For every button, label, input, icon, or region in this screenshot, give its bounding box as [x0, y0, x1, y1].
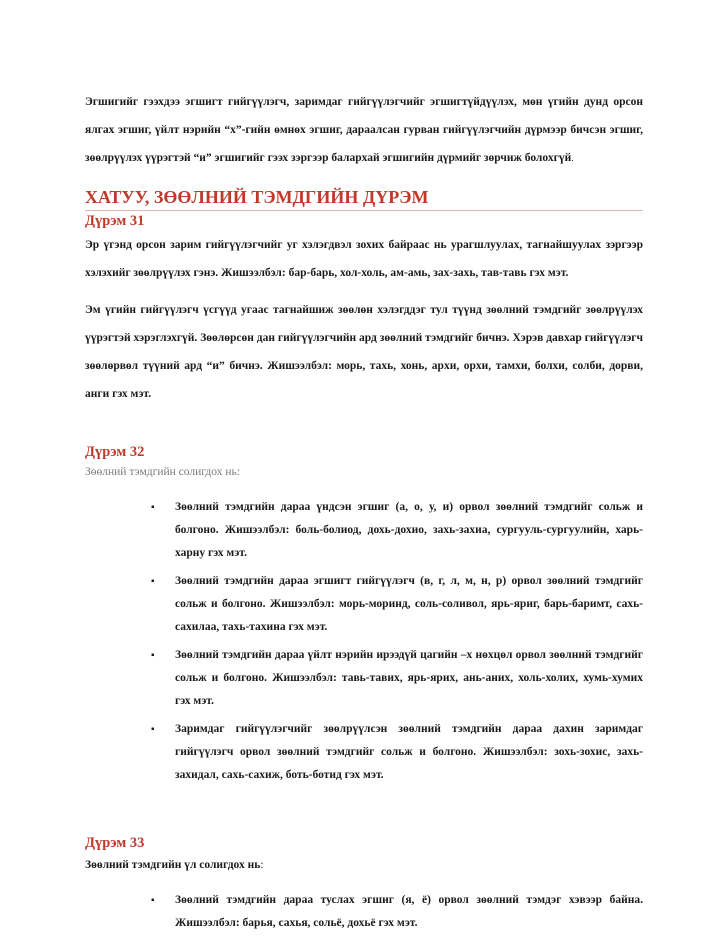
intro-text: Эгшигийг гээхдээ эгшигт гийгүүлэгч, заримдаг гийгүүлэгчийг эгшигтүйдүүлэх, мөн үгийн дунд орсон ялгах эгшиг, үйлт нэрийн “х”-гийн өмнөх эгшиг, дараалсан гурван гийгүүлэгчийн дүрмээр бичсэн эгшиг, зөөлрүүлэх үүрэгтэй “и” эгшигийг гээх зэргээр балархай эгшигийн дүрмийг зөрчиж болохгүй — [85, 96, 643, 164]
square-bullet-icon: ▪ — [151, 724, 155, 735]
spacer — [85, 287, 643, 296]
rule-31-paragraph-1: Эр үгэнд орсон зарим гийгүүлэгчийг уг хэлэгдвэл зохих байраас нь урагшлуулах, тагнайшуулах зэргээр хэлэхийг зөөлрүүлэх гэнэ. Жишээлбэл: бар-барь, хол-холь, ам-амь, зах-захь, тав-тавь гэх мэт. — [85, 239, 643, 279]
list-item-text: Зөөлний тэмдгийн дараа үйлт нэрийн ирээдүй цагийн –х нөхцөл орвол зөөлний тэмдгийг сольж и болгоно. Жишээлбэл: тавь-тавих, ярь-ярих, ань-аних, холь-холих, хумь-хумих гэх мэт. — [175, 649, 643, 707]
list-item — [151, 718, 643, 787]
list-item — [151, 889, 643, 935]
rule-33-title: Дүрэм 33 — [85, 835, 145, 851]
list-item — [151, 496, 643, 565]
rule-32-list — [85, 496, 643, 787]
list-item-text: Зөөлний тэмдгийн дараа эгшигт гийгүүлэгч (в, г, л, м, н, р) орвол зөөлний тэмдгийг сольж и болгоно. Жишээлбэл: морь-моринд, соль-соливол, ярь-яриг, барь-баримт, сахь-сахилаа, тахь-тахина гэх мэт. — [175, 575, 643, 633]
list-item — [151, 570, 643, 639]
rule-33-intro-punct: : — [260, 859, 264, 871]
square-bullet-icon: ▪ — [151, 576, 155, 587]
rule-33-intro-text: Зөөлний тэмдгийн үл солигдох нь — [85, 859, 261, 871]
rule-31-title: Дүрэм 31 — [85, 213, 145, 229]
square-bullet-icon: ▪ — [151, 650, 155, 661]
rule-33-list — [85, 889, 643, 935]
square-bullet-icon: ▪ — [151, 895, 155, 906]
rule-32-title: Дүрэм 32 — [85, 444, 145, 460]
rule-32-intro: Зөөлний тэмдгийн солигдох нь: — [85, 466, 240, 478]
section-heading: ХАТУУ, ЗӨӨЛНИЙ ТЭМДГИЙН ДҮРЭМ — [85, 186, 643, 211]
rule-31-paragraph-2: Эм үгийн гийгүүлэгч үсгүүд угаас тагнайшиж зөөлөн хэлэгддэг тул түүнд зөөлний тэмдгийг зөөлрүүлэх үүрэгтэй хэрэглэхгүй. Зөөлөрсөн дан гийгүүлэгчийн ард зөөлний тэмдгийг бичнэ. Хэрэв давхар гийгүүлэгч зөөлөрвөл түүний ард “и” бичнэ. Жишээлбэл: морь, тахь, хонь, архи, орхи, тамхи, болхи, солби, дорви, анги гэх мэт. — [85, 304, 643, 400]
list-item — [151, 644, 643, 713]
list-item-text: Зөөлний тэмдгийн дараа туслах эгшиг (я, ё) орвол зөөлний тэмдэг хэвээр байна. Жишээлбэл: барья, сахья, сольё, дохьё гэх мэт. — [175, 894, 643, 929]
document-page — [85, 88, 643, 940]
intro-end-punct: . — [571, 153, 574, 163]
rule-33-intro — [85, 853, 643, 877]
intro-paragraph — [85, 88, 643, 172]
list-item-text: Заримдаг гийгүүлэгчийг зөөлрүүлсэн зөөлний тэмдгийн дараа дахин заримдаг гийгүүлэгч орвол зөөлний тэмдгийг сольж и болгоно. Жишээлбэл: зохь-зохис, захь-захидал, сахь-сахиж, боть-ботид гэх мэт. — [175, 723, 643, 781]
list-item-text: Зөөлний тэмдгийн дараа үндсэн эгшиг (а, о, у, и) орвол зөөлний тэмдгийг сольж и болгоно. Жишээлбэл: боль-болиод, дохь-дохио, захь-захиа, сургууль-сургуулийн, харь-харну гэх мэт. — [175, 501, 643, 559]
square-bullet-icon: ▪ — [151, 502, 155, 513]
